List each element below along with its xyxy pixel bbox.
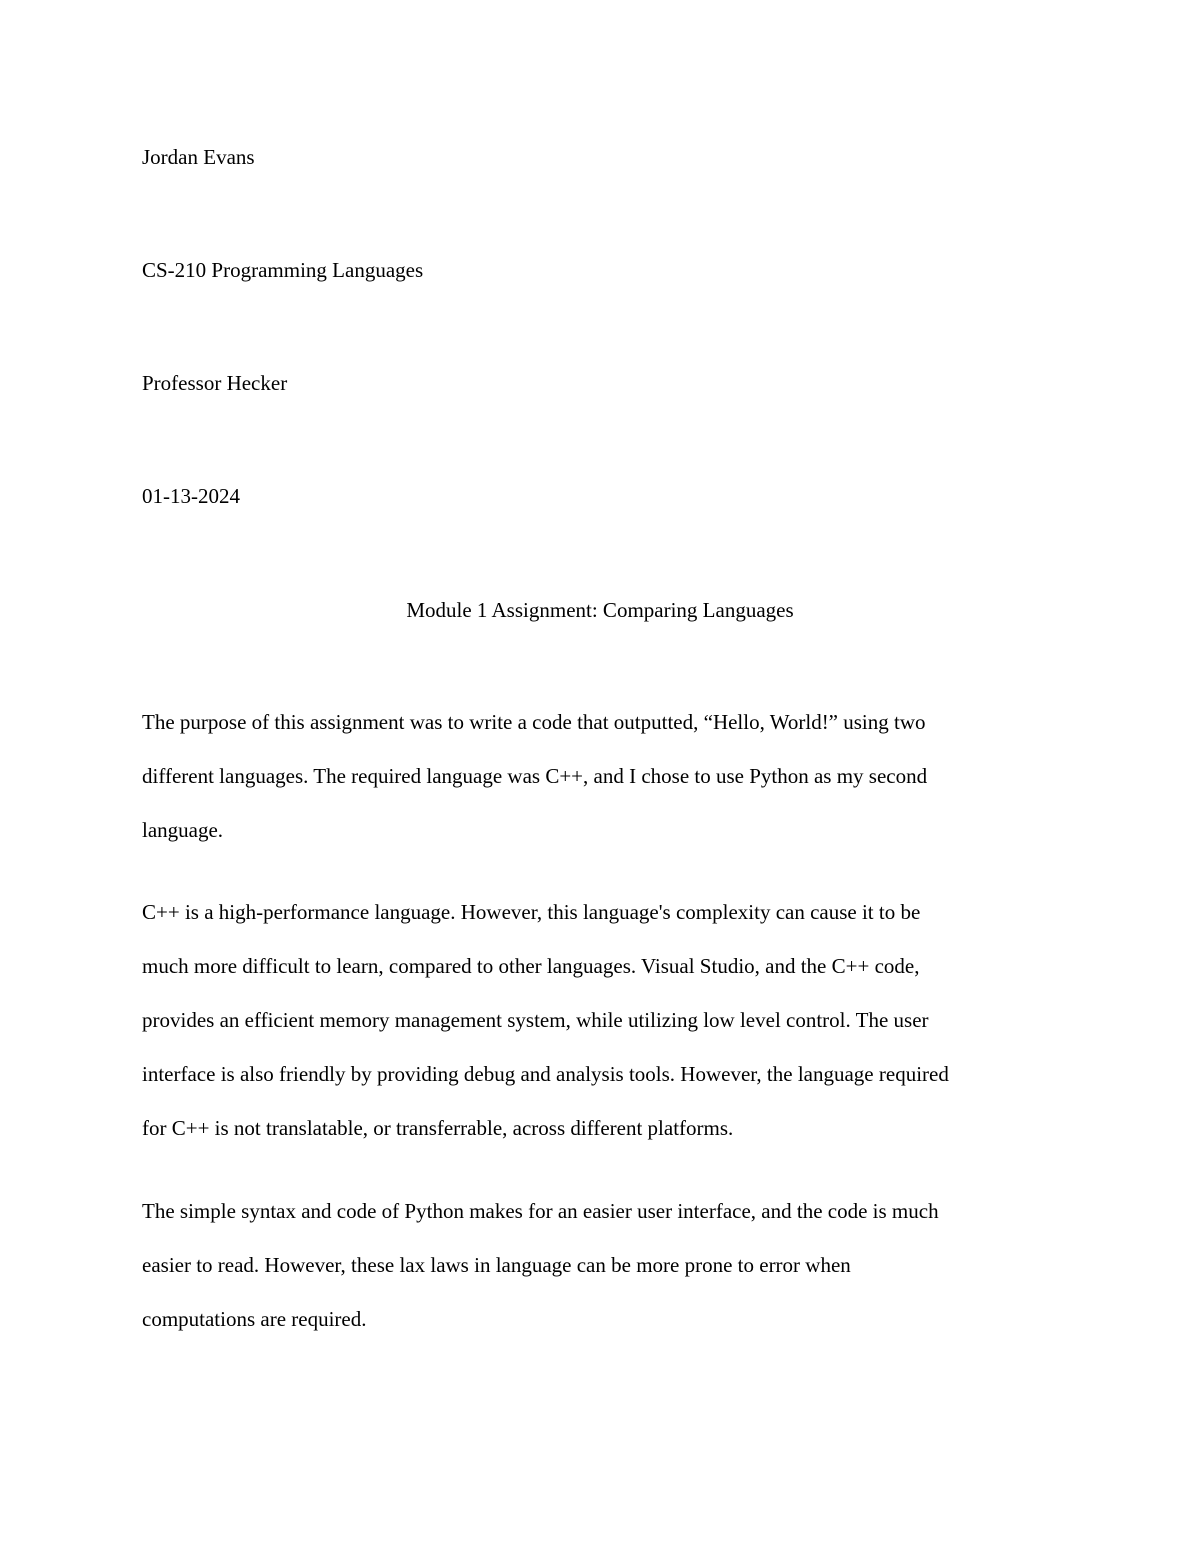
paragraph-line: interface is also friendly by providing debug and analysis tools. However, the language required — [142, 1062, 949, 1086]
paragraph-line: easier to read. However, these lax laws in language can be more prone to error when — [142, 1253, 851, 1277]
submission-date: 01-13-2024 — [142, 484, 240, 508]
instructor-name: Professor Hecker — [142, 371, 288, 395]
paragraph-line: computations are required. — [142, 1307, 367, 1331]
paragraph-line: for C++ is not translatable, or transferrable, across different platforms. — [142, 1116, 734, 1140]
paragraph-line: language. — [142, 818, 224, 842]
document-title: Module 1 Assignment: Comparing Languages — [406, 598, 794, 622]
paragraph-line: much more difficult to learn, compared to other languages. Visual Studio, and the C++ code, — [142, 954, 920, 978]
paragraph-line: C++ is a high-performance language. However, this language's complexity can cause it to be — [142, 900, 921, 924]
paragraph-python — [142, 1184, 1052, 1346]
author-name: Jordan Evans — [142, 145, 255, 169]
paragraph-line: The purpose of this assignment was to write a code that outputted, “Hello, World!” using two — [142, 710, 926, 734]
paragraph-line: different languages. The required language was C++, and I chose to use Python as my second — [142, 764, 928, 788]
paragraph-cpp — [142, 885, 1052, 1155]
course-name: CS-210 Programming Languages — [142, 258, 424, 282]
paragraph-purpose — [142, 695, 1052, 857]
paragraph-line: provides an efficient memory management system, while utilizing low level control. The user — [142, 1008, 929, 1032]
paragraph-line: The simple syntax and code of Python makes for an easier user interface, and the code is much — [142, 1199, 939, 1223]
